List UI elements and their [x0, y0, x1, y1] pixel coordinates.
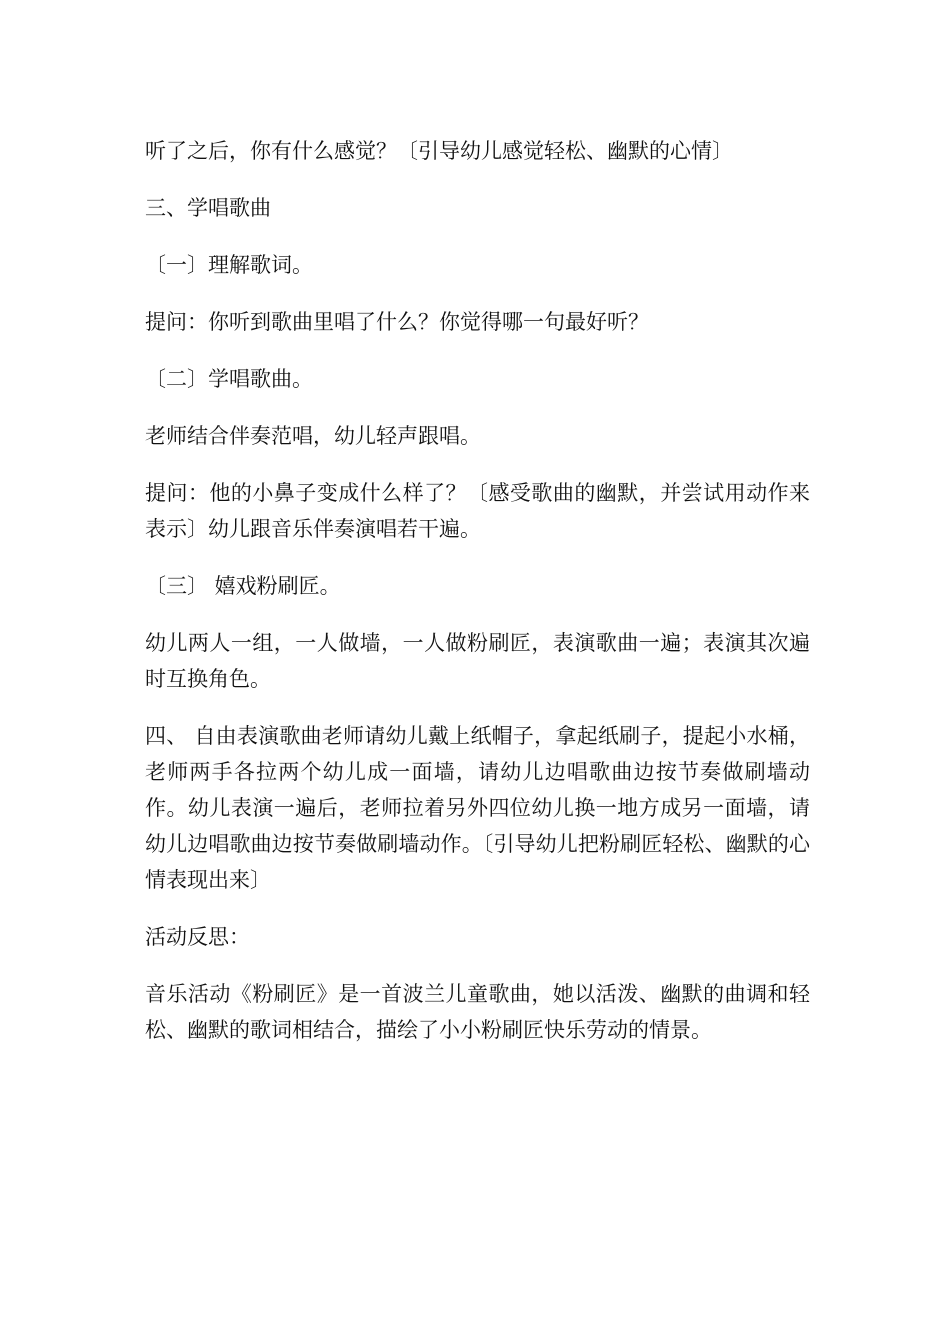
paragraph-nose-question: 提问：他的小鼻子变成什么样了？〔感受歌曲的幽默，并尝试用动作来表示〕幼儿跟音乐伴奏演唱若干遍。 — [145, 481, 810, 541]
paragraph-reaction-question: 听了之后，你有什么感觉？〔引导幼儿感觉轻松、幽默的心情〕 — [145, 139, 733, 163]
heading-reflection: 活动反思： — [145, 925, 250, 949]
section-heading-learn-song: 三、学唱歌曲 — [145, 196, 271, 220]
paragraph-lyrics-question: 提问：你听到歌曲里唱了什么？你觉得哪一句最好听？ — [145, 310, 649, 334]
subheading-learn-singing: 〔二〕学唱歌曲。 — [145, 367, 313, 391]
document-body — [145, 133, 810, 1069]
paragraph-free-performance: 四、 自由表演歌曲老师请幼儿戴上纸帽子，拿起纸刷子，提起小水桶，老师两手各拉两个幼儿成一面墙，请幼儿边唱歌曲边按节奏做刷墙动作。幼儿表演一遍后，老师拉着另外四位幼儿换一地方成另一面墙，请幼儿边唱歌曲边按节奏做刷墙动作。〔引导幼儿把粉刷匠轻松、幽默的心情表现出来〕 — [145, 724, 810, 892]
subheading-painter-game: 〔三〕 嬉戏粉刷匠。 — [145, 574, 341, 598]
paragraph-pair-activity: 幼儿两人一组，一人做墙，一人做粉刷匠，表演歌曲一遍；表演其次遍时互换角色。 — [145, 631, 810, 691]
subheading-understand-lyrics: 〔一〕理解歌词。 — [145, 253, 313, 277]
paragraph-teacher-demo: 老师结合伴奏范唱，幼儿轻声跟唱。 — [145, 424, 481, 448]
paragraph-reflection-body: 音乐活动《粉刷匠》是一首波兰儿童歌曲，她以活泼、幽默的曲调和轻松、幽默的歌词相结合，描绘了小小粉刷匠快乐劳动的情景。 — [145, 982, 810, 1042]
